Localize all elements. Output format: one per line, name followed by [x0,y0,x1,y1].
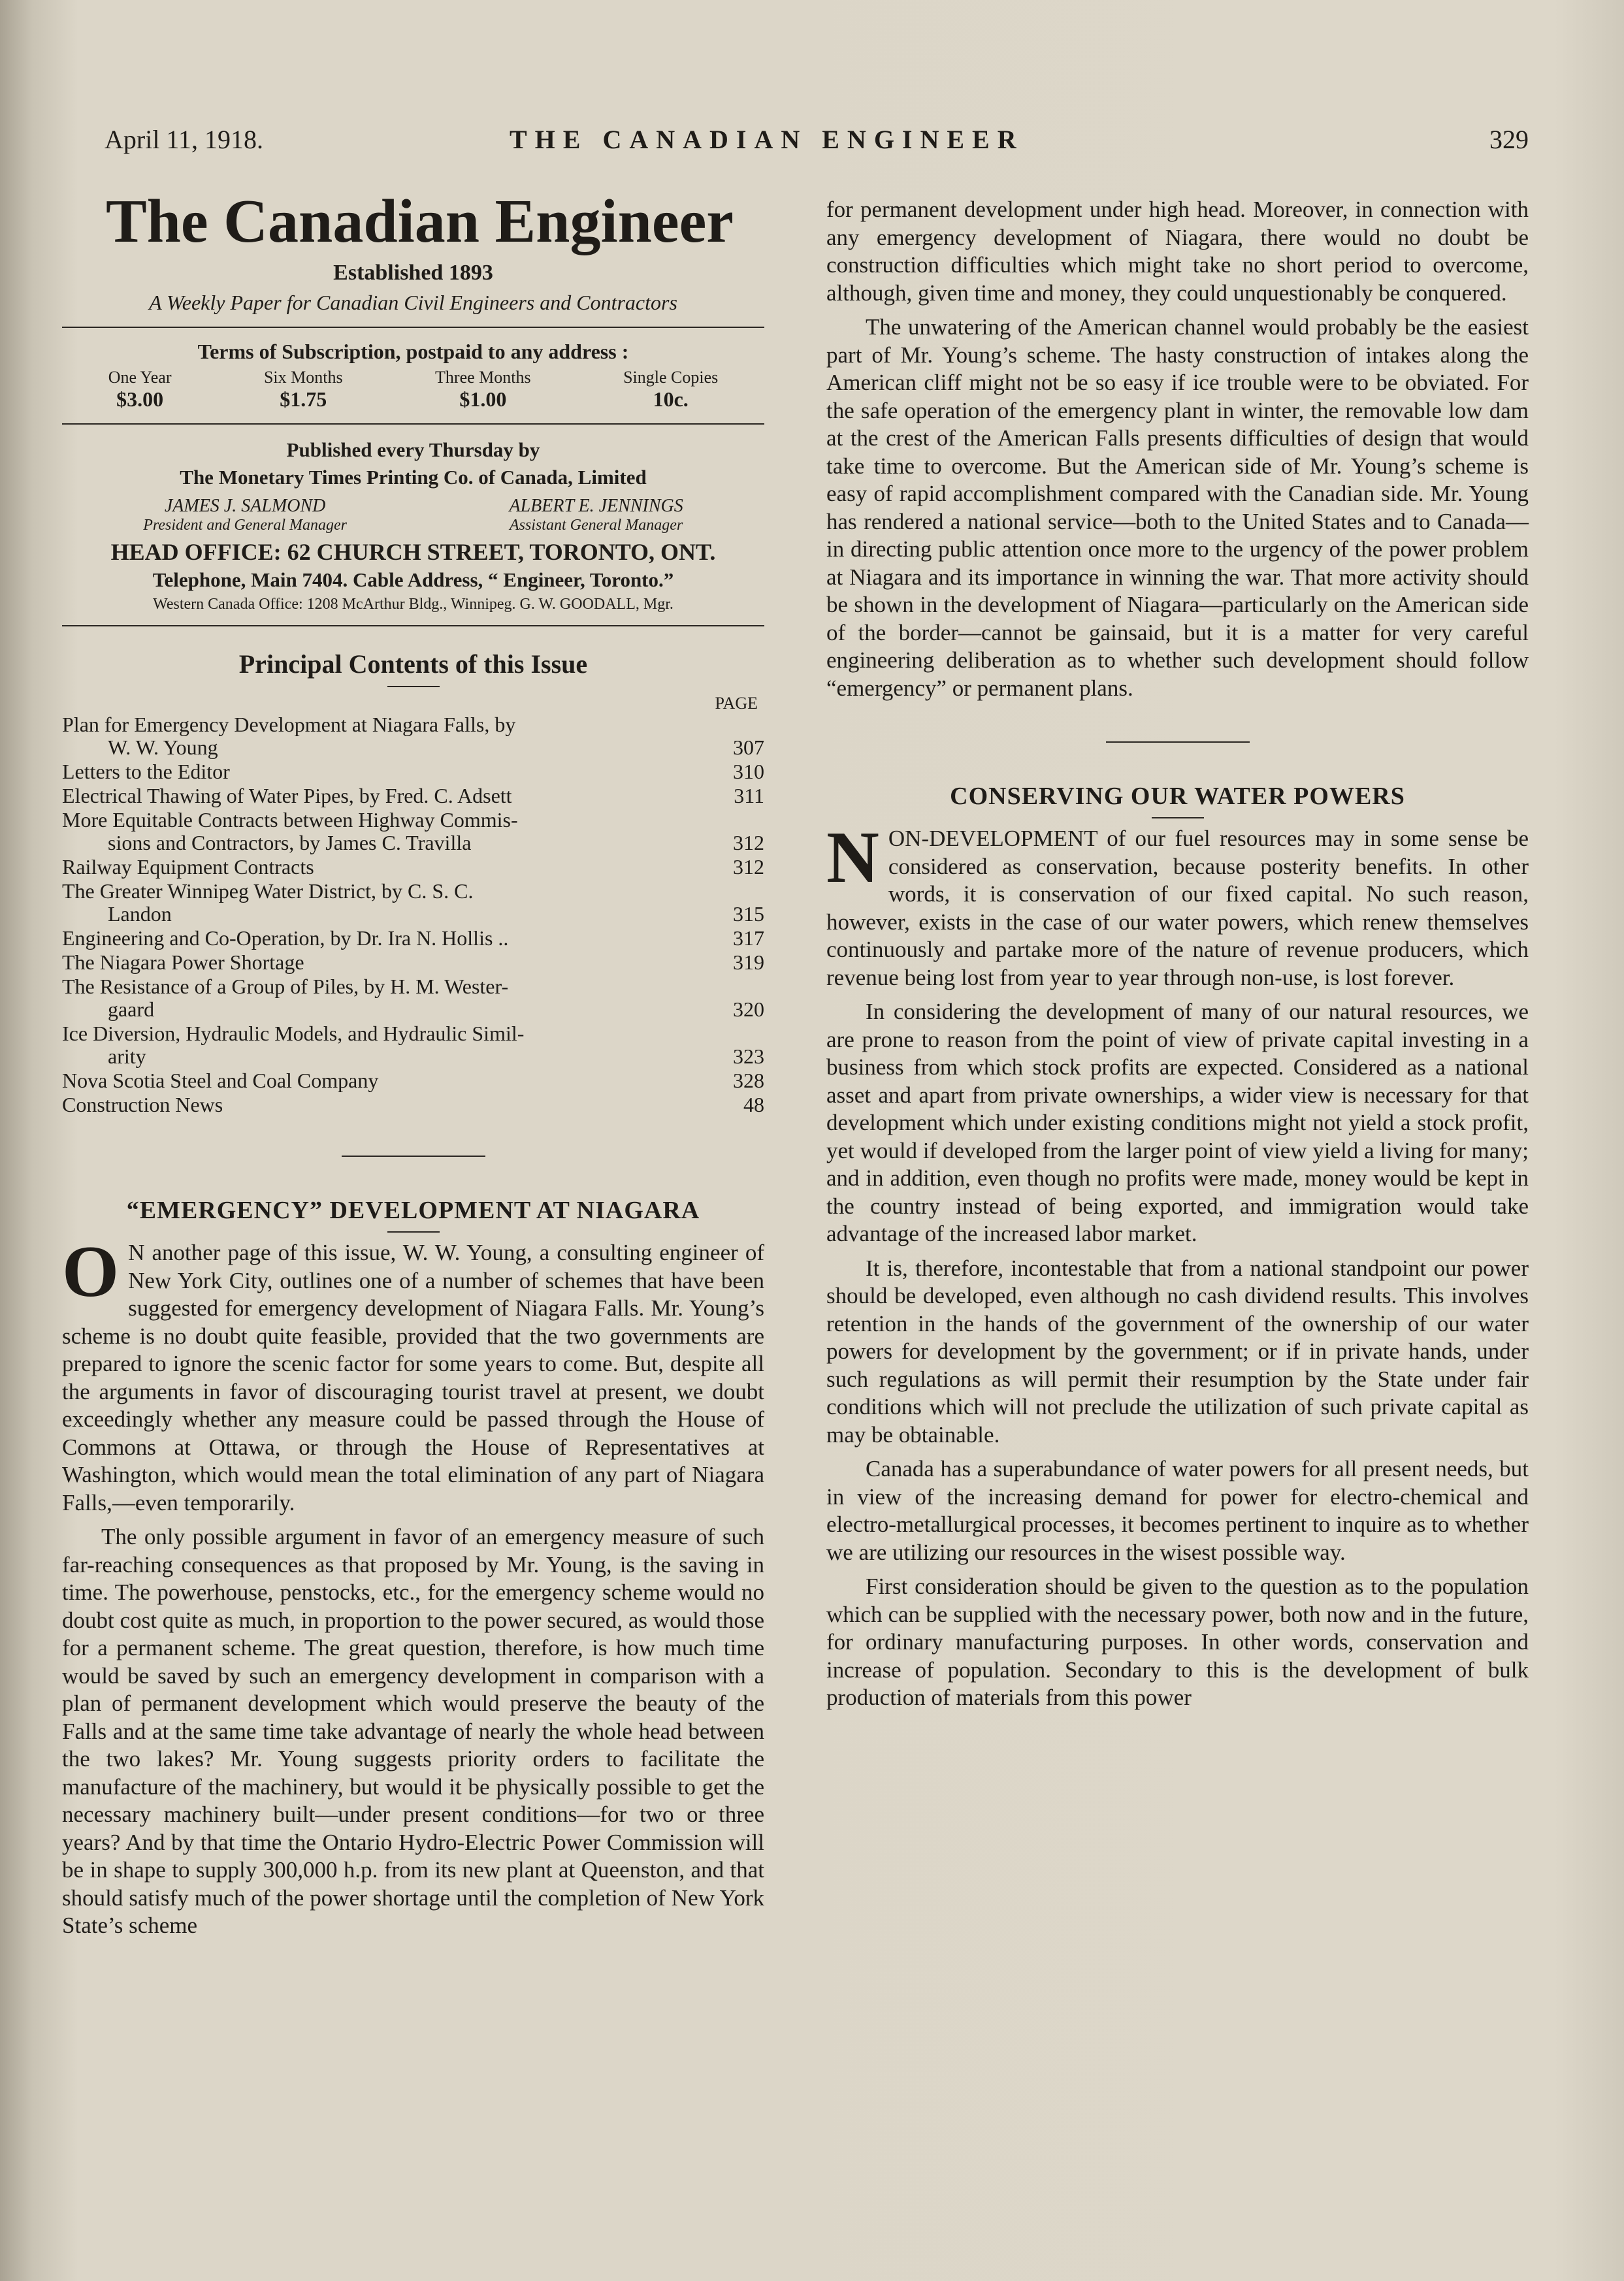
contents-item [62,1022,764,1068]
price-item [623,368,718,412]
page-number: 329 [1489,125,1529,154]
contents-page-number: 320 [733,997,764,1022]
masthead-title: The Canadian Engineer [105,187,734,255]
contents-item [62,880,764,926]
contents-line: Engineering and Co-Operation, by Dr. Ira N. Hollis .. [62,926,509,950]
contents-line: Construction News [62,1093,223,1117]
paragraph-text: ON-DEVELOPMENT of our fuel resources may in some sense be considered as conservation, because posterity benefits. In other words, it is conservation of our fixed capital. No such reason, however, exists in the case of our water powers, which renew themselves continuously and partake more of the nature of revenue producers, which revenue being lost from year to year through non-use, is lost forever. [826,826,1529,990]
running-head [105,124,1529,163]
contents-line: gaard [108,997,155,1022]
divider [62,625,764,626]
price-value: $3.00 [116,387,164,411]
contents-line: arity [108,1044,146,1069]
contents-page-number: 328 [733,1069,764,1093]
article-heading: “EMERGENCY” DEVELOPMENT AT NIAGARA [126,1197,700,1225]
article-paragraph: The only possible argument in favor of an emergency measure of such far-reaching consequences as that proposed by Mr. Young, is the saving in time. The powerhouse, penstocks, etc., for the emergency scheme would no doubt cost quite as much, in proportion to the power secured, as would those for a permanent scheme. The great question, therefore, is how much time would be saved by such an emergency development in comparison with a plan of permanent development which would preserve the beauty of the Falls and at the same time take advantage of nearly the whole head between the two lakes? Mr. Young suggests priority orders to facilitate the manufacture of the machinery, but would it be physically possible to get the necessary machinery built—under present conditions—for two or three years? And by that time the Ontario Hydro-Electric Power Commission will be in shape to supply 300,000 h.p. from its new plant at Queenston, and that should satisfy much of the power shortage until the completion of New York State’s scheme [62,1524,764,1939]
subscription-terms-heading: Terms of Subscription, postpaid to any address : [197,339,629,363]
article-paragraph: In considering the development of many of our natural resources, we are prone to reason from the point of view of private capital investing in a business from which stock profits are expected. Considered as a national asset and apart from private ownerships, a wider view is necessary for that development which under existing conditions might not yield a stock profit, yet would if developed from the larger point of view yield a living for many; and in addition, even though no profits were made, money would be kept in the country instead of being exported, and immigration would take advantage of the increased labor market. [826,999,1529,1246]
contents-heading: Principal Contents of this Issue [238,649,588,679]
divider [387,1231,440,1233]
price-item [264,368,343,412]
contents-item-title [62,1093,725,1116]
contents-line: Landon [108,902,172,926]
paragraph-text: N another page of this issue, W. W. Young, a consulting engineer of New York City, outlines one of a number of schemes that have been suggested for emergency development of Niagara Falls. Mr. Young’s scheme is no doubt quite feasible, provided that the two governments are prepared to ignore the scenic factor for some years to come. But, despite all the arguments in favor of discouraging tourist travel at present, we doubt exceedingly whether any measure could be passed through the House of Commons at Ottawa, or through the House of Representatives at Washington, which would mean the total elimination of any part of Niagara Falls,—even temporarily. [62,1240,764,1515]
article-paragraph: for permanent development under high head. Moreover, in connection with any emergency development of Niagara, there would no doubt be construction difficulties which might take no short period to overcome, although, given time and money, they could unquestionably be conquered. [826,197,1529,306]
divider [62,327,764,328]
contents-item [62,1093,764,1116]
head-office-address: HEAD OFFICE: 62 CHURCH STREET, TORONTO, ONT. [110,539,716,566]
contents-item-title [62,809,725,854]
divider [1106,741,1250,743]
contents-item [62,975,764,1021]
article-heading: CONSERVING OUR WATER POWERS [950,783,1405,810]
contents-line: More Equitable Contracts between Highway Commis- [62,808,518,832]
article-body-continued [826,196,1529,702]
contents-line: Nova Scotia Steel and Coal Company [62,1069,379,1093]
contents-item-title [62,927,725,950]
price-value: 10c. [653,387,689,411]
article-body [826,817,1529,1712]
table-of-contents [62,713,764,1116]
officer-name: JAMES J. SALMOND [164,496,326,517]
divider [62,423,764,425]
published-line: Published every Thursday by [286,438,540,461]
article-paragraph: Canada has a superabundance of water powers for all present needs, but in view of the increasing demand for power for electro-chemical and electro-metallurgical processes, it becomes pertinent to inquire as to whether we are utilizing our resources in the wisest possible way. [826,1456,1529,1565]
subscription-prices [62,368,764,412]
contents-page-number: 312 [733,855,764,879]
contents-item-title [62,856,725,879]
contents-item-title [62,713,725,759]
price-item [435,368,531,412]
contents-line: Plan for Emergency Development at Niagara Falls, by [62,713,516,737]
contents-line: Letters to the Editor [62,760,230,784]
contents-item [62,856,764,879]
contents-item-title [62,880,725,926]
contents-line: W. W. Young [108,736,218,760]
price-value: $1.00 [459,387,507,411]
right-column [826,196,1529,1719]
contents-item [62,785,764,807]
contents-page-number: 317 [733,926,764,950]
officer-role: President and General Manager [143,517,347,534]
price-item [108,368,172,412]
contents-line: Electrical Thawing of Water Pipes, by Fred. C. Adsett [62,784,512,808]
telephone-line: Telephone, Main 7404. Cable Address, “ Engineer, Toronto.” [152,568,674,592]
officer-role: Assistant General Manager [509,517,683,534]
contents-item [62,1069,764,1092]
officers [62,496,764,534]
officer [509,496,683,534]
contents-item [62,809,764,854]
article-paragraph: First consideration should be given to the question as to the population which can be supplied with the necessary power, both now and in the future, for ordinary manufacturing purposes. In other words, conservation and increase of population. Secondary to this is the development of bulk production of materials from this power [826,1574,1529,1710]
divider [387,686,440,687]
officer-name: ALBERT E. JENNINGS [509,496,683,517]
officer [143,496,347,534]
western-office-line: Western Canada Office: 1208 McArthur Bldg., Winnipeg. G. W. GOODALL, Mgr. [153,596,674,613]
contents-line: Ice Diversion, Hydraulic Models, and Hydraulic Simil- [62,1022,525,1046]
article-paragraph: The unwatering of the American channel would probably be the easiest part of Mr. Young’s scheme. The hasty construction of intakes along the American cliff might not be so easy if ice trouble were to be obviated. For the safe operation of the emergency plant in winter, the removable low dam at the crest of the American Falls presents difficulties of design that would take time to overcome. But the American side of Mr. Young’s scheme is easy of rapid accomplishment compared with the Canadian side. Mr. Young has rendered a national service—both to the United States and to Canada—in directing public attention once more to the urgency of the power problem at Niagara and its importance in winning the war. That more activity should be shown in the development of Niagara—particularly on the American side of the border—cannot be gainsaid, but it is a matter for very careful engineering deliberation as to whether such development should follow “emergency” or permanent plans. [826,314,1529,701]
contents-page-number: 319 [733,950,764,975]
contents-line: The Greater Winnipeg Water District, by C. S. C. [62,879,474,903]
contents-page-number: 48 [743,1093,764,1117]
article-paragraph: It is, therefore, incontestable that from a national standpoint our power should be developed, even although no cash dividend results. This involves retention in the hands of the government of the ownership of our water powers for development by the government; or if in private hands, under such regulations as will permit their resumption by the State under fair conditions which will not preclude the utilization of such private capital as may be obtainable. [826,1255,1529,1448]
contents-page-number: 307 [733,736,764,760]
contents-page-number: 315 [733,902,764,926]
contents-item-title [62,975,725,1021]
contents-item [62,951,764,974]
masthead-subtitle: A Weekly Paper for Canadian Civil Engineers and Contractors [149,290,677,314]
contents-item-title [62,1069,725,1092]
contents-line: The Resistance of a Group of Piles, by H. M. Wester- [62,975,509,999]
contents-line: sions and Contractors, by James C. Travilla [108,831,472,855]
contents-page-number: 311 [734,784,764,808]
publisher-name: The Monetary Times Printing Co. of Canada, Limited [180,465,647,489]
contents-item [62,927,764,950]
article-body [62,1231,764,1940]
contents-page-number: 323 [733,1044,764,1069]
contents-line: Railway Equipment Contracts [62,855,314,879]
drop-cap: N [826,817,879,898]
contents-item-title [62,1022,725,1068]
price-label: Three Months [435,367,531,387]
contents-item-title [62,760,725,783]
price-label: Six Months [263,367,343,387]
price-value: $1.75 [280,387,327,411]
contents-item [62,760,764,783]
issue-date: April 11, 1918. [105,125,263,154]
article-paragraph [826,817,1529,992]
journal-running-title: THE CANADIAN ENGINEER [510,125,1024,154]
price-label: Single Copies [623,367,719,387]
contents-item [62,713,764,759]
left-column [62,189,764,1947]
divider [342,1156,485,1157]
contents-item-title [62,785,725,807]
contents-page-number: 312 [733,831,764,855]
masthead [62,189,764,626]
contents-page-number: 310 [733,760,764,784]
price-label: One Year [108,367,172,387]
article-paragraph [62,1231,764,1517]
drop-cap: O [62,1231,120,1313]
divider [1152,817,1204,818]
contents-line: The Niagara Power Shortage [62,950,304,975]
contents-item-title [62,951,725,974]
established-line: Established 1893 [333,260,493,285]
contents-page-label: PAGE [715,694,758,713]
